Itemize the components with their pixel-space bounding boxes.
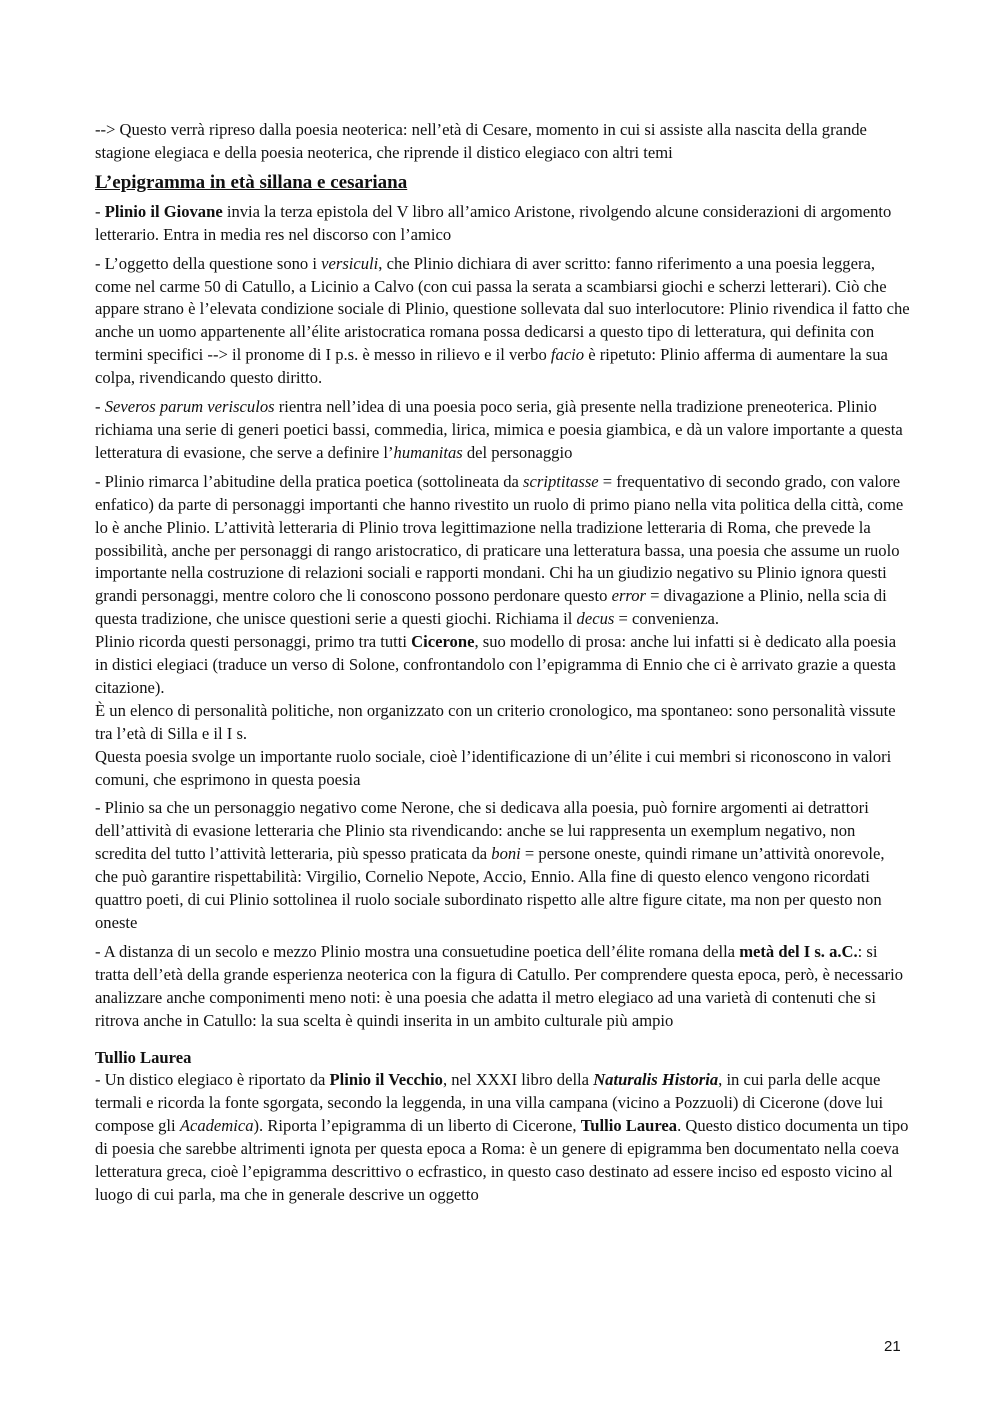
bold-term: Tullio Laurea bbox=[580, 1116, 678, 1136]
italic-term: humanitas bbox=[393, 442, 463, 462]
bold-term: Plinio il Vecchio bbox=[329, 1070, 443, 1090]
italic-term: versiculi bbox=[321, 253, 379, 273]
section-heading: L’epigramma in età sillana e cesariana bbox=[95, 171, 408, 193]
intro-paragraph: --> Questo verrà ripreso dalla poesia neoterica: nell’età di Cesare, momento in cui si assiste alla nascita della grande stagione elegiaca e della poesia neoterica, che riprende il distico elegiaco con altri temi bbox=[95, 120, 867, 162]
paragraph-severos: - Severos parum verisculos rientra nell’idea di una poesia poco seria, già presente nella tradizione preneoterica. Plinio richiama una serie di generi poetici bassi, commedia, lirica, mimica e poesia giambica, e dà un valore importante a questa letteratura di evasione, che serve a definire l’humanitas del personaggio bbox=[95, 397, 903, 462]
paragraph-plinio-giovane: - Plinio il Giovane invia la terza epistola del V libro all’amico Aristone, rivolgendo alcune considerazioni di argomento letterario. Entra in media res nel discorso con l’amico bbox=[95, 201, 892, 244]
italic-term: boni bbox=[491, 844, 521, 864]
italic-term: scriptitasse bbox=[523, 471, 599, 491]
paragraph-cicerone: Plinio ricorda questi personaggi, primo tra tutti Cicerone, suo modello di prosa: anche lui infatti si è dedicato alla poesia in distici elegiaci (traduce un verso di Solone, confrontandolo con l’epigramma di Ennio che ci è arrivato grazie a questa citazione). bbox=[95, 632, 897, 697]
document-body bbox=[95, 119, 910, 1213]
paragraph-elenco: È un elenco di personalità politiche, non organizzato con un criterio cronologico, ma spontaneo: sono personalità vissute tra l’età di Silla e il I s. bbox=[95, 700, 896, 743]
page-number: 21 bbox=[884, 1338, 901, 1355]
bold-term: metà del I s. a.C. bbox=[739, 941, 858, 961]
paragraph-plinio-vecchio: - Un distico elegiaco è riportato da Plinio il Vecchio, nel XXXI libro della Naturalis Historia, in cui parla delle acque termali e ricorda la fonte sgorgata, secondo la leggenda, in una villa campana (vicino a Pozzuoli) di Cicerone (dove lui compose gli Academica). Riporta l’epigramma di un liberto di Cicerone, Tullio Laurea. Questo distico documenta un tipo di poesia che sarebbe altrimenti ignota per questa epoca a Roma: è un genere di epigramma ben documentato nella coeva letteratura greca, cioè l’epigramma descrittivo o ecfrastico, in questo caso destinato ad essere inciso ed esposto vicino al luogo di cui parla, ma che in generale descrive un oggetto bbox=[95, 1070, 909, 1204]
italic-term: error bbox=[611, 586, 646, 606]
paragraph-scriptitasse: - Plinio rimarca l’abitudine della pratica poetica (sottolineata da scriptitasse = frequentativo di secondo grado, con valore enfatico) da parte di personaggi importanti che hanno rivestito un ruolo di primo piano nella vita politica della città, come lo è anche Plinio. L’attività letteraria di Plinio trova legittimazione nella tradizione letteraria di Roma, che prevede la possibilità, anche per personaggi di rango aristocratico, di praticare una letteratura bassa, una poesia che assume un ruolo importante nella costruzione di relazioni sociali e rapporti mondani. Chi ha un giudizio negativo su Plinio ignora questi grandi personaggi, mentre coloro che li conoscono possono perdonare questo error = divagazione a Plinio, nella scia di questa tradizione, che unisce questioni serie a questi giochi. Richiama il decus = convenienza. bbox=[95, 471, 904, 629]
italic-term: Academica bbox=[179, 1116, 254, 1136]
bold-italic-term: Naturalis Historia bbox=[593, 1070, 719, 1090]
paragraph-nerone: - Plinio sa che un personaggio negativo come Nerone, che si dedicava alla poesia, può fornire argomenti ai detrattori dell’attività di evasione letteraria che Plinio sta rivendicando: anche se lui rappresenta un exemplum negativo, non scredita del tutto l’attività letteraria, più spesso praticata da boni = persone oneste, quindi rimane un’attività onorevole, che può garantire rispettabilità: Virgilio, Cornelio Nepote, Accio, Ennio. Alla fine di questo elenco vengono ricordati quattro poeti, di cui Plinio sottolinea il ruolo sociale subordinato rispetto alle altre figure citate, ma non per questo non oneste bbox=[95, 798, 885, 932]
bold-term: Cicerone bbox=[411, 632, 475, 652]
paragraph-ruolo-sociale: Questa poesia svolge un importante ruolo sociale, cioè l’identificazione di un’élite i cui membri si riconoscono in valori comuni, che esprimono in questa poesia bbox=[95, 746, 892, 789]
paragraph-versiculi: - L’oggetto della questione sono i versiculi, che Plinio dichiara di aver scritto: fanno riferimento a una poesia leggera, come nel carme 50 di Catullo, a Licinio a Calvo (con cui passa la serata a scambiarsi giochi e scherzi letterari). Ciò che appare strano è l’elevata condizione sociale di Plinio, questione sollevata dal suo interlocutore: Plinio rivendica il fatto che anche un uomo appartenente all’élite aristocratica romana possa dedicarsi a questo tipo di letteratura, qui definita con termini specifici --> il pronome di I p.s. è messo in rilievo e il verbo facio è ripetuto: Plinio afferma di aumentare la sua colpa, rivendicando questo diritto. bbox=[95, 253, 910, 388]
italic-term: decus bbox=[576, 609, 615, 629]
paragraph-secolo-e-mezzo: - A distanza di un secolo e mezzo Plinio mostra una consuetudine poetica dell’élite romana della metà del I s. a.C.: si tratta dell’età della grande esperienza neoterica con la figura di Catullo. Per comprendere questa epoca, però, è necessario analizzare anche componimenti meno noti: è una poesia che adatta il metro elegiaco ad una varietà di contenuti che si ritrova anche in Catullo: la sua scelta è quindi inserita in un ambito culturale più ampio bbox=[95, 941, 904, 1030]
subheading-tullio-laurea: Tullio Laurea bbox=[95, 1047, 192, 1067]
bold-term: Plinio il Giovane bbox=[104, 201, 223, 221]
italic-term: facio bbox=[550, 345, 585, 365]
italic-term: Severos parum verisculos bbox=[104, 397, 275, 417]
